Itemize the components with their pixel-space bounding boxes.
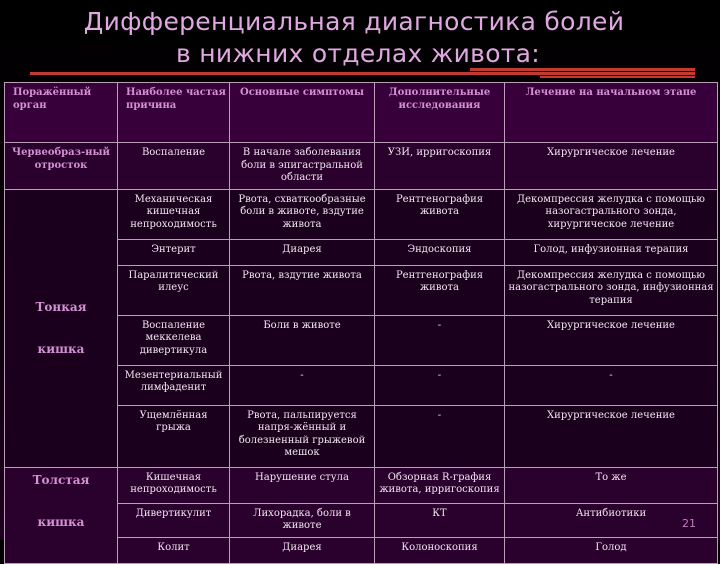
cell-cause: Дивертикулит: [118, 503, 230, 537]
cell-symptoms: В начале заболевания боли в эпигастральной области: [230, 143, 375, 190]
organ-small-label-1: Тонкая: [35, 299, 87, 314]
cell-cause: Воспаление: [118, 143, 230, 190]
header-treatment: Лечение на начальном этапе: [505, 83, 718, 143]
header-tests: Дополнительные исследования: [375, 83, 505, 143]
cell-tests: Эндоскопия: [375, 239, 505, 265]
diagnosis-table: [4, 82, 718, 564]
table-row: [5, 467, 718, 503]
organ-large-label-1: Толстая: [32, 472, 90, 487]
cell-symptoms: Лихорадка, боли в животе: [230, 503, 375, 537]
cell-treatment: Антибиотики: [505, 503, 718, 537]
cell-tests: КТ: [375, 503, 505, 537]
cell-cause: Энтерит: [118, 239, 230, 265]
cell-tests: -: [375, 405, 505, 467]
decorative-rule: [30, 72, 695, 75]
cell-cause: Паралитический илеус: [118, 265, 230, 315]
cell-symptoms: Диарея: [230, 239, 375, 265]
slide-title-line1: Дифференциальная диагностика болей: [83, 7, 625, 36]
cell-cause: Колит: [118, 537, 230, 563]
cell-tests: Рентгенография живота: [375, 189, 505, 239]
cell-treatment: Хирургическое лечение: [505, 315, 718, 365]
cell-treatment: Декомпрессия желудка с помощью назогастрального зонда, хирургическое лечение: [505, 189, 718, 239]
decorative-rule: [540, 76, 695, 78]
cell-symptoms: Нарушение стула: [230, 467, 375, 503]
cell-treatment: Хирургическое лечение: [505, 143, 718, 190]
cell-symptoms: Рвота, вздутие живота: [230, 265, 375, 315]
cell-tests: УЗИ, ирригоскопия: [375, 143, 505, 190]
table-row: [5, 143, 718, 190]
cell-symptoms: Рвота, пальпируется напря-жённый и болезненный грыжевой мешок: [230, 405, 375, 467]
slide-title-line2: в нижних отделах живота:: [176, 39, 540, 68]
header-organ: Поражённый орган: [5, 83, 118, 143]
cell-treatment: Голод: [505, 537, 718, 563]
cell-tests: Рентгенография живота: [375, 265, 505, 315]
cell-treatment: Хирургическое лечение: [505, 405, 718, 467]
cell-tests: Обзорная R-графия живота, ирригоскопия: [375, 467, 505, 503]
cell-treatment: Голод, инфузионная терапия: [505, 239, 718, 265]
organ-small-label-2: кишка: [37, 342, 85, 356]
cell-symptoms: Боли в животе: [230, 315, 375, 365]
cell-treatment: То же: [505, 467, 718, 503]
table-header-row: [5, 83, 718, 143]
cell-tests: -: [375, 315, 505, 365]
cell-symptoms: Диарея: [230, 537, 375, 563]
cell-symptoms: -: [230, 365, 375, 405]
header-cause: Наиболее частая причина: [118, 83, 230, 143]
cell-cause: Мезентериальный лимфаденит: [118, 365, 230, 405]
cell-tests: Колоноскопия: [375, 537, 505, 563]
table-row: [5, 189, 718, 239]
cell-treatment: -: [505, 365, 718, 405]
organ-large-label-2: кишка: [37, 515, 85, 529]
cell-cause: Механическая кишечная непроходимость: [118, 189, 230, 239]
slide-title: [0, 6, 720, 70]
header-symptoms: Основные симптомы: [230, 83, 375, 143]
cell-treatment: Декомпрессия желудка с помощью назогастрального зонда, инфузионная терапия: [505, 265, 718, 315]
organ-appendix: Червеобраз-ный отросток: [5, 143, 118, 190]
page-number: 21: [682, 517, 696, 530]
cell-symptoms: Рвота, схваткообразные боли в животе, вздутие живота: [230, 189, 375, 239]
cell-cause: Ущемлённая грыжа: [118, 405, 230, 467]
organ-small-intestine: [5, 189, 118, 467]
cell-cause: Воспаление меккелева дивертикула: [118, 315, 230, 365]
organ-large-intestine: [5, 467, 118, 563]
cell-cause: Кишечная непроходимость: [118, 467, 230, 503]
cell-tests: -: [375, 365, 505, 405]
decorative-rule: [470, 68, 695, 71]
